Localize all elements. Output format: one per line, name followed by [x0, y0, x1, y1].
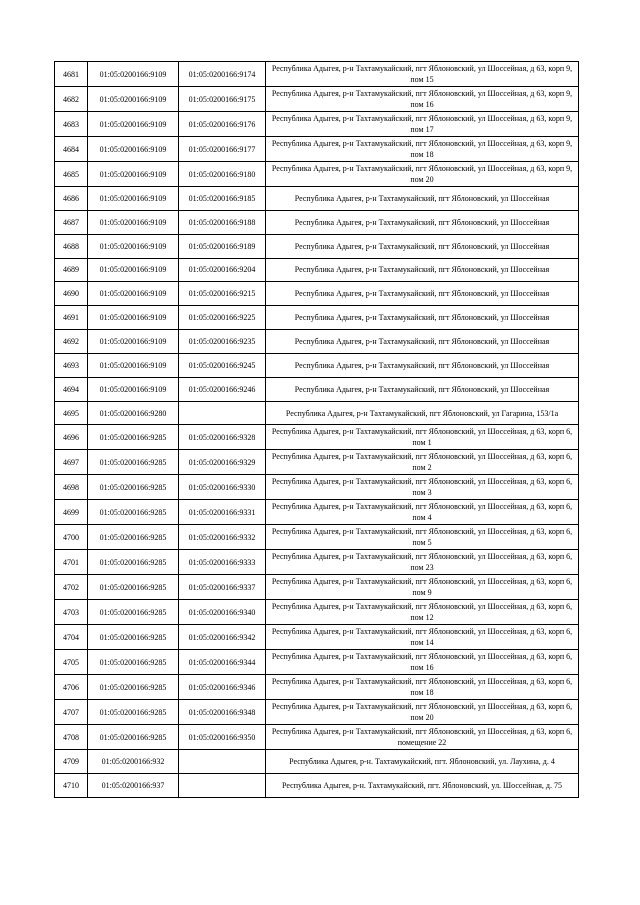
cadastral-number-cell: 01:05:0200166:9285 [88, 450, 179, 475]
premises-cadastral-number-cell: 01:05:0200166:9215 [179, 282, 266, 306]
address-cell: Республика Адыгея, р-н Тахтамукайский, пгт Яблоновский, ул Шоссейная [266, 187, 579, 211]
cadastral-number-cell: 01:05:0200166:9109 [88, 258, 179, 282]
row-number-cell: 4691 [55, 306, 88, 330]
row-number-cell: 4681 [55, 62, 88, 87]
cadastral-number-cell: 01:05:0200166:9285 [88, 525, 179, 550]
table-row [55, 575, 579, 600]
row-number-cell: 4701 [55, 550, 88, 575]
table-row [55, 330, 579, 354]
address-cell: Республика Адыгея, р-н Тахтамукайский, пгт Яблоновский, ул Шоссейная [266, 258, 579, 282]
address-cell: Республика Адыгея, р-н Тахтамукайский, пгт Яблоновский, ул Шоссейная, д 63, корп 9, пом 16 [266, 87, 579, 112]
premises-cadastral-number-cell: 01:05:0200166:9348 [179, 700, 266, 725]
table-row [55, 62, 579, 87]
premises-cadastral-number-cell: 01:05:0200166:9350 [179, 725, 266, 750]
premises-cadastral-number-cell: 01:05:0200166:9175 [179, 87, 266, 112]
premises-cadastral-number-cell: 01:05:0200166:9235 [179, 330, 266, 354]
premises-cadastral-number-cell: 01:05:0200166:9332 [179, 525, 266, 550]
row-number-cell: 4707 [55, 700, 88, 725]
row-number-cell: 4696 [55, 425, 88, 450]
table-row [55, 377, 579, 401]
cadastral-number-cell: 01:05:0200166:9285 [88, 625, 179, 650]
address-cell: Республика Адыгея, р-н Тахтамукайский, пгт Яблоновский, ул Шоссейная, д 63, корп 6, пом 4 [266, 500, 579, 525]
table-row [55, 600, 579, 625]
cadastral-number-cell: 01:05:0200166:9109 [88, 306, 179, 330]
table-row [55, 750, 579, 774]
table-row [55, 525, 579, 550]
row-number-cell: 4689 [55, 258, 88, 282]
cadastral-number-cell: 01:05:0200166:937 [88, 774, 179, 798]
address-cell: Республика Адыгея, р-н Тахтамукайский, пгт Яблоновский, ул Шоссейная, д 63, корп 6, пом 5 [266, 525, 579, 550]
premises-cadastral-number-cell: 01:05:0200166:9225 [179, 306, 266, 330]
address-cell: Республика Адыгея, р-н Тахтамукайский, пгт Яблоновский, ул Шоссейная, д 63, корп 6, пом 12 [266, 600, 579, 625]
registry-table-body [55, 62, 579, 798]
table-row [55, 774, 579, 798]
cadastral-number-cell: 01:05:0200166:9109 [88, 187, 179, 211]
cadastral-number-cell: 01:05:0200166:9109 [88, 210, 179, 234]
cadastral-number-cell: 01:05:0200166:9285 [88, 675, 179, 700]
cadastral-number-cell: 01:05:0200166:9285 [88, 700, 179, 725]
table-row [55, 550, 579, 575]
cadastral-number-cell: 01:05:0200166:9109 [88, 353, 179, 377]
address-cell: Республика Адыгея, р-н Тахтамукайский, пгт Яблоновский, ул Шоссейная, д 63, корп 9, пом 20 [266, 162, 579, 187]
premises-cadastral-number-cell [179, 774, 266, 798]
premises-cadastral-number-cell: 01:05:0200166:9185 [179, 187, 266, 211]
premises-cadastral-number-cell: 01:05:0200166:9333 [179, 550, 266, 575]
address-cell: Республика Адыгея, р-н Тахтамукайский, пгт Яблоновский, ул Шоссейная, д 63, корп 9, пом 18 [266, 137, 579, 162]
table-row [55, 187, 579, 211]
premises-cadastral-number-cell [179, 750, 266, 774]
table-row [55, 475, 579, 500]
address-cell: Республика Адыгея, р-н Тахтамукайский, пгт Яблоновский, ул Шоссейная, д 63, корп 6, пом 2 [266, 450, 579, 475]
premises-cadastral-number-cell: 01:05:0200166:9245 [179, 353, 266, 377]
cadastral-number-cell: 01:05:0200166:9109 [88, 137, 179, 162]
table-row [55, 306, 579, 330]
row-number-cell: 4682 [55, 87, 88, 112]
row-number-cell: 4687 [55, 210, 88, 234]
premises-cadastral-number-cell: 01:05:0200166:9180 [179, 162, 266, 187]
row-number-cell: 4699 [55, 500, 88, 525]
cadastral-number-cell: 01:05:0200166:9285 [88, 575, 179, 600]
row-number-cell: 4702 [55, 575, 88, 600]
cadastral-number-cell: 01:05:0200166:9285 [88, 600, 179, 625]
cadastral-number-cell: 01:05:0200166:9109 [88, 234, 179, 258]
row-number-cell: 4693 [55, 353, 88, 377]
table-row [55, 401, 579, 425]
premises-cadastral-number-cell: 01:05:0200166:9328 [179, 425, 266, 450]
table-row [55, 625, 579, 650]
premises-cadastral-number-cell: 01:05:0200166:9337 [179, 575, 266, 600]
address-cell: Республика Адыгея, р-н Тахтамукайский, пгт Яблоновский, ул Гагарина, 153/1а [266, 401, 579, 425]
address-cell: Республика Адыгея, р-н Тахтамукайский, пгт Яблоновский, ул Шоссейная, д 63, корп 9, пом 15 [266, 62, 579, 87]
cadastral-number-cell: 01:05:0200166:9285 [88, 550, 179, 575]
address-cell: Республика Адыгея, р-н Тахтамукайский, пгт Яблоновский, ул Шоссейная, д 63, корп 6, помещение 22 [266, 725, 579, 750]
cadastral-number-cell: 01:05:0200166:9280 [88, 401, 179, 425]
row-number-cell: 4688 [55, 234, 88, 258]
row-number-cell: 4703 [55, 600, 88, 625]
table-row [55, 137, 579, 162]
row-number-cell: 4686 [55, 187, 88, 211]
premises-cadastral-number-cell [179, 401, 266, 425]
table-row [55, 700, 579, 725]
address-cell: Республика Адыгея, р-н Тахтамукайский, пгт Яблоновский, ул Шоссейная [266, 377, 579, 401]
premises-cadastral-number-cell: 01:05:0200166:9331 [179, 500, 266, 525]
premises-cadastral-number-cell: 01:05:0200166:9189 [179, 234, 266, 258]
address-cell: Республика Адыгея, р-н Тахтамукайский, пгт Яблоновский, ул Шоссейная [266, 306, 579, 330]
cadastral-number-cell: 01:05:0200166:9285 [88, 500, 179, 525]
cadastral-number-cell: 01:05:0200166:932 [88, 750, 179, 774]
row-number-cell: 4705 [55, 650, 88, 675]
address-cell: Республика Адыгея, р-н Тахтамукайский, пгт Яблоновский, ул Шоссейная, д 63, корп 6, пом 14 [266, 625, 579, 650]
cadastral-number-cell: 01:05:0200166:9285 [88, 425, 179, 450]
address-cell: Республика Адыгея, р-н Тахтамукайский, пгт Яблоновский, ул Шоссейная, д 63, корп 9, пом 17 [266, 112, 579, 137]
premises-cadastral-number-cell: 01:05:0200166:9176 [179, 112, 266, 137]
address-cell: Республика Адыгея, р-н Тахтамукайский, пгт Яблоновский, ул Шоссейная, д 63, корп 6, пом 1 [266, 425, 579, 450]
premises-cadastral-number-cell: 01:05:0200166:9344 [179, 650, 266, 675]
premises-cadastral-number-cell: 01:05:0200166:9246 [179, 377, 266, 401]
premises-cadastral-number-cell: 01:05:0200166:9204 [179, 258, 266, 282]
row-number-cell: 4695 [55, 401, 88, 425]
row-number-cell: 4704 [55, 625, 88, 650]
premises-cadastral-number-cell: 01:05:0200166:9340 [179, 600, 266, 625]
address-cell: Республика Адыгея, р-н Тахтамукайский, пгт Яблоновский, ул Шоссейная, д 63, корп 6, пом 23 [266, 550, 579, 575]
table-row [55, 450, 579, 475]
address-cell: Республика Адыгея, р-н Тахтамукайский, пгт Яблоновский, ул Шоссейная, д 63, корп 6, пом 20 [266, 700, 579, 725]
cadastral-number-cell: 01:05:0200166:9109 [88, 377, 179, 401]
address-cell: Республика Адыгея, р-н Тахтамукайский, пгт Яблоновский, ул Шоссейная [266, 330, 579, 354]
table-row [55, 258, 579, 282]
table-row [55, 282, 579, 306]
table-row [55, 162, 579, 187]
table-row [55, 425, 579, 450]
row-number-cell: 4685 [55, 162, 88, 187]
address-cell: Республика Адыгея, р-н Тахтамукайский, пгт Яблоновский, ул Шоссейная, д 63, корп 6, пом 9 [266, 575, 579, 600]
cadastral-number-cell: 01:05:0200166:9109 [88, 162, 179, 187]
premises-cadastral-number-cell: 01:05:0200166:9177 [179, 137, 266, 162]
cadastral-number-cell: 01:05:0200166:9109 [88, 62, 179, 87]
premises-cadastral-number-cell: 01:05:0200166:9188 [179, 210, 266, 234]
row-number-cell: 4694 [55, 377, 88, 401]
table-row [55, 112, 579, 137]
table-row [55, 210, 579, 234]
cadastral-number-cell: 01:05:0200166:9109 [88, 112, 179, 137]
cadastral-number-cell: 01:05:0200166:9285 [88, 725, 179, 750]
address-cell: Республика Адыгея, р-н. Тахтамукайский, пгт. Яблоновский, ул. Шоссейная, д. 75 [266, 774, 579, 798]
address-cell: Республика Адыгея, р-н Тахтамукайский, пгт Яблоновский, ул Шоссейная, д 63, корп 6, пом 16 [266, 650, 579, 675]
row-number-cell: 4710 [55, 774, 88, 798]
address-cell: Республика Адыгея, р-н Тахтамукайский, пгт Яблоновский, ул Шоссейная [266, 282, 579, 306]
registry-table [54, 61, 579, 798]
address-cell: Республика Адыгея, р-н Тахтамукайский, пгт Яблоновский, ул Шоссейная [266, 353, 579, 377]
address-cell: Республика Адыгея, р-н. Тахтамукайский, пгт. Яблоновский, ул. Лаухина, д. 4 [266, 750, 579, 774]
row-number-cell: 4692 [55, 330, 88, 354]
row-number-cell: 4697 [55, 450, 88, 475]
table-row [55, 650, 579, 675]
cadastral-number-cell: 01:05:0200166:9285 [88, 475, 179, 500]
cadastral-number-cell: 01:05:0200166:9109 [88, 330, 179, 354]
row-number-cell: 4709 [55, 750, 88, 774]
address-cell: Республика Адыгея, р-н Тахтамукайский, пгт Яблоновский, ул Шоссейная [266, 210, 579, 234]
table-row [55, 725, 579, 750]
row-number-cell: 4698 [55, 475, 88, 500]
row-number-cell: 4700 [55, 525, 88, 550]
address-cell: Республика Адыгея, р-н Тахтамукайский, пгт Яблоновский, ул Шоссейная, д 63, корп 6, пом 18 [266, 675, 579, 700]
table-row [55, 500, 579, 525]
cadastral-number-cell: 01:05:0200166:9109 [88, 282, 179, 306]
table-row [55, 675, 579, 700]
row-number-cell: 4683 [55, 112, 88, 137]
row-number-cell: 4706 [55, 675, 88, 700]
cadastral-number-cell: 01:05:0200166:9109 [88, 87, 179, 112]
premises-cadastral-number-cell: 01:05:0200166:9329 [179, 450, 266, 475]
table-row [55, 87, 579, 112]
row-number-cell: 4708 [55, 725, 88, 750]
row-number-cell: 4690 [55, 282, 88, 306]
table-row [55, 234, 579, 258]
premises-cadastral-number-cell: 01:05:0200166:9330 [179, 475, 266, 500]
table-row [55, 353, 579, 377]
cadastral-number-cell: 01:05:0200166:9285 [88, 650, 179, 675]
address-cell: Республика Адыгея, р-н Тахтамукайский, пгт Яблоновский, ул Шоссейная [266, 234, 579, 258]
premises-cadastral-number-cell: 01:05:0200166:9342 [179, 625, 266, 650]
row-number-cell: 4684 [55, 137, 88, 162]
premises-cadastral-number-cell: 01:05:0200166:9346 [179, 675, 266, 700]
address-cell: Республика Адыгея, р-н Тахтамукайский, пгт Яблоновский, ул Шоссейная, д 63, корп 6, пом 3 [266, 475, 579, 500]
premises-cadastral-number-cell: 01:05:0200166:9174 [179, 62, 266, 87]
